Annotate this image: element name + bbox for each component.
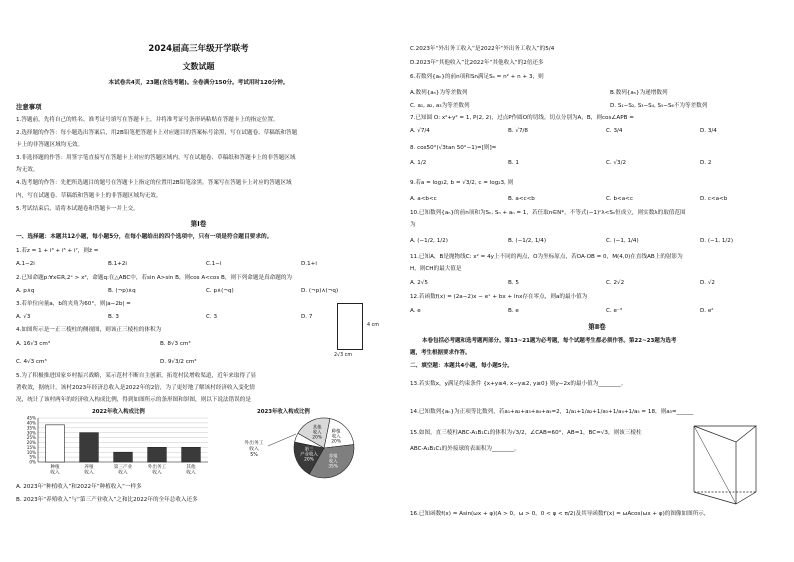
y-tick-label: 30%: [26, 430, 36, 436]
pie-outside-label: 5%: [250, 453, 258, 458]
q8-option-a: A. 1/2: [410, 160, 427, 166]
pie-slice-label: 20%: [312, 435, 323, 441]
bar-chart-title: 2022年收入构成比例: [92, 409, 145, 415]
x-tick-label: 收入: [152, 470, 162, 476]
exam-subtitle: 文数试题: [182, 62, 215, 71]
q5-option-c: C.2023年“外出务工收入”是2022年“外出务工收入”的5/4: [410, 46, 555, 52]
q9-option-c: C. b<a<c: [606, 196, 633, 202]
q12-option-c: C. e⁻³: [606, 308, 623, 314]
q1-option-b: B.1+2i: [108, 261, 127, 267]
q1-option-d: D.1+i: [301, 261, 317, 267]
part2-intro: 本卷包括必考题和选考题两部分。第13~21题为必考题，每个试题考生都必须作答。第22~23题为选考: [422, 338, 677, 344]
part1-intro: 一、选择题：本题共12小题，每小题5分，在每小题给出的四个选项中，只有一项是符合题目要求的。: [16, 234, 273, 240]
q7-option-b: B. √7/8: [508, 128, 528, 134]
q2-stem: 2.已知命题p:∀x∈R,2ˣ > x²，命题q:在△ABC中，若sin A>sin B，则cos A<cos B，则下列命题是真命题的为: [16, 275, 293, 281]
q11-stem-cont: H，则CH的最大值是: [410, 266, 462, 272]
triangular-prism-figure: [686, 420, 782, 506]
q3-option-b: B. 3: [108, 314, 119, 320]
y-tick-label: 20%: [26, 440, 36, 446]
pie-slice-label: 35%: [328, 464, 338, 470]
pie-leader-line: [268, 434, 296, 446]
notes-heading: 注意事项: [16, 103, 42, 111]
q4-option-d: D. 9√3/2 cm³: [160, 359, 197, 365]
bar: [46, 425, 65, 462]
note-line: 5.考试结束后，请将本试题卷和答题卡一并上交。: [16, 206, 139, 212]
pie-slice-label: 其他: [312, 425, 322, 431]
q4-option-b: B. 8√3 cm³: [160, 341, 191, 347]
q3-option-a: A. √3: [16, 314, 31, 320]
pie-chart: [230, 416, 380, 480]
note-line: 内，写在试题卷、草稿纸和答题卡上的非答题区域均无效。: [16, 193, 162, 199]
dimension-width-label: 2√3 cm: [334, 353, 352, 358]
pie-slice-label: 种植: [331, 429, 341, 435]
q5-stem-line: 况，统计了该村两年的经济收入构成比例，得到如图所示的条形图和饼图，则以下说法错误的是: [16, 397, 251, 403]
q9-option-a: A. a<b<c: [410, 196, 437, 202]
bar: [148, 447, 167, 462]
q11-option-d: D. √2: [700, 280, 715, 286]
pie-outside-label: 收入: [249, 447, 259, 452]
q9-stem: 9.若a = log₃2, b = √3/2, c = log₂3, 则: [410, 180, 514, 186]
pie-slice-label: 养殖: [328, 454, 338, 460]
part2-intro: 题，考生根据要求作答。: [410, 350, 471, 356]
note-line: 3.非选择题的作答：用签字笔直接写在答题卡上对应的答题区域内。写在试题卷、草稿纸和答题卡上的非答题区域: [16, 155, 296, 161]
q5-option-b: B. 2023年“养殖收入”与“第三产业收入”之和比2022年的全年总收入还多: [16, 497, 198, 503]
y-tick-label: 45%: [26, 415, 36, 421]
q3-option-d: D. 7: [301, 314, 313, 320]
q6-option-d: D. S₁−S₂, S₃−S₄, S₅−S₆不为等差数列: [610, 103, 708, 109]
q7-option-d: D. 3/4: [700, 128, 717, 134]
exam-title: 2024届高三年级开学联考: [148, 44, 249, 54]
q3-stem: 3.若单位向量a，b的夹角为60°，则|a−2b| =: [16, 301, 131, 307]
y-tick-label: 15%: [26, 444, 36, 450]
q8-option-c: C. √3/2: [606, 160, 627, 166]
bar: [182, 447, 201, 462]
q4-stem: 4.如图所示是一正三棱柱的侧视图，则该正三棱柱的体积为: [16, 327, 162, 333]
y-tick-label: 5%: [29, 454, 36, 460]
bar: [114, 452, 133, 462]
pie-slice-label: 20%: [331, 439, 342, 445]
q8-option-d: D. 2: [700, 160, 712, 166]
q12-option-d: D. e²: [700, 308, 714, 314]
q8-stem: 8. cos50°(√3tan 50°−1)=[则]=: [410, 145, 497, 151]
q10-stem: 10.已知数列{aₙ}的前n项和为Sₙ, Sₙ + aₙ = 1，若任取n∈N*，不等式(−1)ⁿλ<Sₙ恒成立，则实数λ的取值范围: [410, 210, 686, 216]
q10-option-d: D. (−1, 1/2): [700, 238, 734, 244]
q2-option-a: A. p∧q: [16, 288, 35, 294]
exam-info: 本试卷共4页，23题(含选考题)。全卷满分150分。考试用时120分钟。: [108, 80, 289, 86]
q9-option-b: B. a<c<b: [508, 196, 535, 202]
part2-title: 第Ⅱ卷: [588, 323, 606, 331]
bar: [80, 433, 99, 462]
pie-slice-label: 第三: [304, 447, 314, 453]
x-tick-label: 收入: [118, 470, 128, 476]
q3-option-c: C. 3: [206, 314, 218, 320]
q12-option-a: A. e: [410, 308, 421, 314]
pie-slice-label: 收入: [328, 459, 338, 465]
y-tick-label: 0%: [29, 459, 36, 465]
q2-option-b: B. (¬p)∧q: [108, 288, 136, 294]
q5-option-a: A. 2023年“种植收入”和2022年“种植收入”一样多: [16, 484, 142, 490]
q6-stem: 6.若数列{aₙ}的前n项和Sn满足Sₙ = n² + n + 3，则: [410, 74, 544, 80]
pie-slice-label: 收入: [312, 430, 322, 436]
q2-option-d: D. (¬p)∧(¬q): [301, 288, 339, 294]
q13-stem: 13.若实数x，y满足约束条件 {x+y≤4, x−y≤2, y≥0} 则y−2x的最小值为________。: [410, 381, 627, 387]
x-tick-label: 种植: [50, 465, 60, 470]
x-tick-label: 收入: [50, 470, 60, 476]
q7-option-c: C. 3/4: [606, 128, 623, 134]
pie-outside-label: 外出务工: [244, 441, 264, 446]
q12-option-b: B. e: [508, 308, 519, 314]
q1-option-c: C.1−i: [206, 261, 222, 267]
note-line: 4.选考题的作答：先把所选题目的题号在答题卡上指定的位置用2B铅笔涂黑。答案写在答题卡上对应的答题区域: [16, 180, 292, 186]
note-line: 1.答题前，先将自己的姓名、准考证号填写在答题卡上，并将准考证号条形码粘贴在答题卡上的指定位置。: [16, 117, 279, 123]
q15-stem-cont: ABC-A₁B₁C₁的外接球的表面积为________。: [410, 446, 520, 452]
q10-option-c: C. (−1, 1/4): [606, 238, 639, 244]
q4-option-c: C. 4√3 cm³: [16, 359, 47, 365]
q8-option-b: B. 1: [508, 160, 519, 166]
q11-option-c: C. 2√2: [606, 280, 625, 286]
q5-stem-line: 著收效，据统计，该村2023年经济总收入是2022年的2倍，为了更好地了解该村经济收入变化情: [16, 385, 256, 391]
x-tick-label: 养殖: [84, 465, 94, 470]
q4-option-a: A. 16√3 cm³: [16, 341, 51, 347]
q10-stem-cont: 为: [410, 222, 416, 228]
q6-option-c: C. a₁, a₂, a₃为等差数列: [410, 103, 470, 109]
q1-stem: 1.若z = 1 + i³ + i⁵ + i⁷，则z̄ =: [16, 248, 99, 254]
q11-option-a: A. 2√5: [410, 280, 428, 286]
q12-stem: 12.若函数f(x) = (2a−2)x − eˣ + bx + lnx存在零点，则a的最小值为: [410, 294, 588, 300]
y-tick-label: 10%: [26, 449, 36, 455]
x-tick-label: 其他: [186, 465, 196, 470]
q2-option-c: C. p∧(¬q): [206, 288, 234, 294]
q11-option-b: B. 5: [508, 280, 519, 286]
q16-stem: 16.已知函数f(x) = Asin(ωx + φ)(A > 0，ω > 0，0 < φ < π/2)及其导函数f′(x) = ωAcos(ωx + φ)的图像如图所示，: [410, 511, 710, 517]
side-view-rectangle: [337, 303, 363, 350]
dimension-height-label: 4 cm: [367, 323, 379, 328]
q9-option-d: D. c<a<b: [700, 196, 728, 202]
q10-option-b: B. (−1/2, 1/4): [508, 238, 547, 244]
x-tick-label: 第三产业: [113, 465, 133, 470]
fill-in-section-title: 二、填空题：本题共4小题，每小题5分。: [410, 363, 513, 369]
q6-option-b: B.数列{aₙ}为递增数列: [610, 90, 668, 96]
q10-option-a: A. (−1/2, 1/2): [410, 238, 448, 244]
pie-slice-label: 收入: [331, 434, 341, 440]
y-tick-label: 25%: [26, 435, 36, 441]
x-tick-label: 外出务工: [147, 465, 167, 470]
q5-option-d: D.2023年“其他收入”比2022年“其他收入”的2倍还多: [410, 60, 544, 66]
right-page: [400, 0, 794, 562]
y-tick-label: 35%: [26, 425, 36, 431]
x-tick-label: 收入: [84, 470, 94, 476]
pie-slice-label: 20%: [304, 457, 314, 463]
part1-title: 第Ⅰ卷: [190, 220, 207, 228]
note-line: 2.选择题的作答：每小题选出答案后，用2B铅笔把答题卡上对应题目的答案标号涂黑，写在试题卷、草稿纸和答题: [16, 130, 298, 136]
note-line: 卡上的非答题区域均无效。: [16, 142, 84, 148]
y-tick-label: 40%: [26, 420, 36, 426]
q11-stem: 11.已知A，B是抛物线C: x² = 4y上不同的两点，O为坐标原点，若OA·OB = 0，M(4,0)在直线AB上的射影为: [410, 254, 683, 260]
q15-stem: 15.如图，直三棱柱ABC-A₁B₁C₁的体积为√3/2，∠CAB=60°，AB=1，BC=√3，则该三棱柱: [410, 430, 642, 436]
q5-stem-line: 5.为了积极推进国家乡村振兴战略，某示范村不断自主创新，拓宽村民增收渠道，近年来取得了显: [16, 373, 257, 379]
x-tick-label: 收入: [186, 470, 196, 476]
q1-option-a: A.1−2i: [16, 261, 35, 267]
q7-option-a: A. √7/4: [410, 128, 430, 134]
note-line: 均无效。: [16, 167, 39, 173]
pie-slice-label: 产业收入: [300, 452, 318, 458]
q7-stem: 7.已知圆 O: x²+y² = 1, P(2, 2)，过点P作圆O的切线，切点分别为A，B，则cos∠APB =: [410, 115, 634, 121]
q14-stem: 14.已知数列{aₙ}为正项等比数列，若a₁+a₂+a₃+a₄+a₅=2，1/a₁+1/a₂+1/a₃+1/a₄+1/a₅ = 18，则a₃=______: [410, 409, 694, 415]
bar-chart: [16, 416, 216, 480]
pie-chart-title: 2023年收入构成比例: [257, 409, 310, 415]
q6-option-a: A.数列{aₙ}为等差数列: [410, 90, 468, 96]
